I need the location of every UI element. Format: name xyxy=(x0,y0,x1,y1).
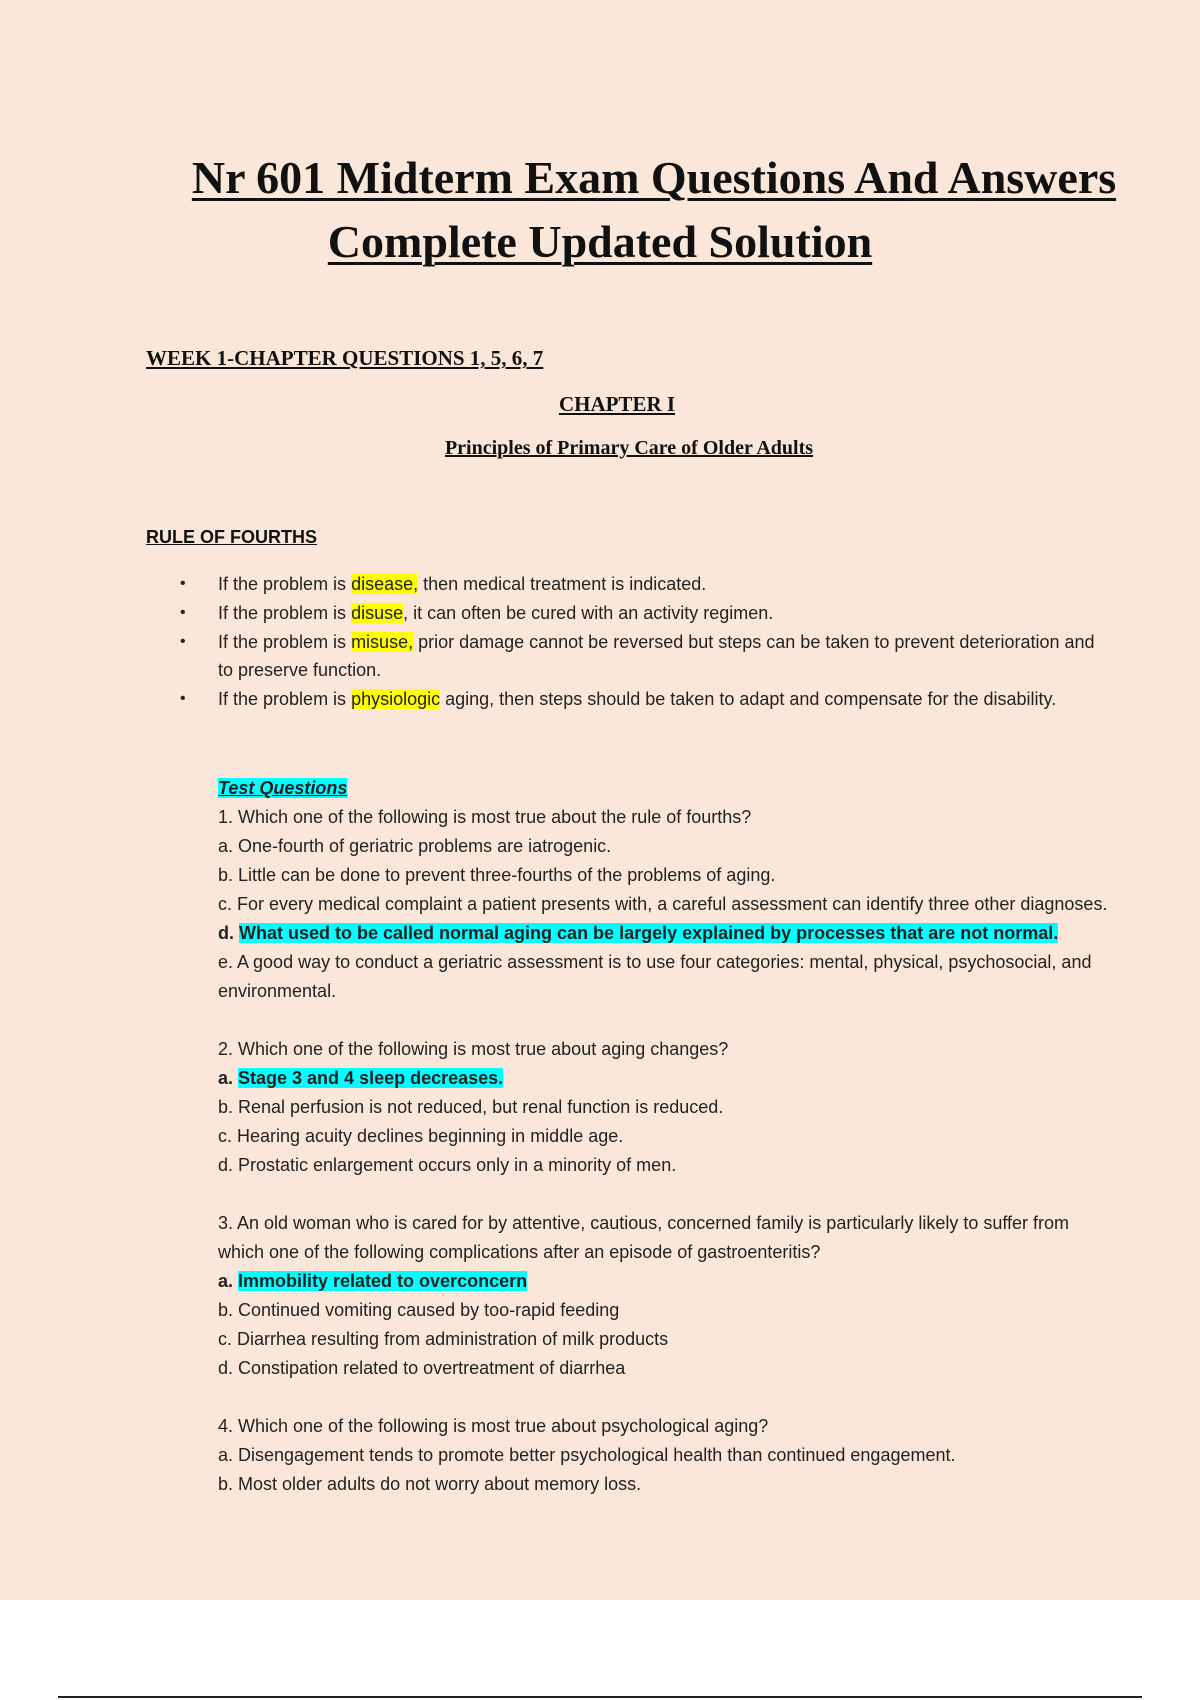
footer-divider xyxy=(58,1696,1142,1698)
rule-item xyxy=(175,628,1095,684)
question-stem: 4. Which one of the following is most true about psychological aging? xyxy=(218,1416,769,1436)
rule-text: prior damage cannot be reversed but steps can be taken to prevent deterioration and to preserve function. xyxy=(218,632,1095,680)
question-2 xyxy=(218,1035,1118,1180)
rule-keyword: disease, xyxy=(351,574,419,594)
title-line-1: Nr 601 Midterm Exam Questions And Answers xyxy=(191,152,1117,203)
correct-answer-text: Stage 3 and 4 sleep decreases. xyxy=(238,1068,504,1088)
correct-answer-option xyxy=(218,1267,1118,1296)
answer-option: d. Constipation related to overtreatment of diarrhea xyxy=(218,1358,626,1378)
answer-option: a. One-fourth of geriatric problems are iatrogenic. xyxy=(218,836,612,856)
question-4 xyxy=(218,1412,1118,1499)
rule-keyword: physiologic xyxy=(351,689,441,709)
question-stem: 2. Which one of the following is most true about aging changes? xyxy=(218,1039,729,1059)
correct-answer-option xyxy=(218,919,1118,948)
chapter-heading: CHAPTER I xyxy=(558,392,676,416)
bullet-icon: • xyxy=(180,633,186,650)
rule-keyword: misuse, xyxy=(351,632,414,652)
rules-list xyxy=(175,570,1095,714)
answer-option: a. Disengagement tends to promote better psychological health than continued engagement. xyxy=(218,1445,956,1465)
answer-option: b. Most older adults do not worry about memory loss. xyxy=(218,1474,642,1494)
bullet-icon: • xyxy=(180,690,186,707)
question-3 xyxy=(218,1209,1118,1383)
rule-text: If the problem is xyxy=(218,574,352,594)
correct-answer-text: What used to be called normal aging can be largely explained by processes that are not normal. xyxy=(239,923,1059,943)
bullet-icon: • xyxy=(180,575,186,592)
answer-prefix: d. xyxy=(218,923,239,943)
answer-option: b. Renal perfusion is not reduced, but renal function is reduced. xyxy=(218,1097,724,1117)
answer-option: c. Hearing acuity declines beginning in middle age. xyxy=(218,1126,624,1146)
answer-option: b. Continued vomiting caused by too-rapid feeding xyxy=(218,1300,620,1320)
answer-option: e. A good way to conduct a geriatric assessment is to use four categories: mental, physical, psychosocial, and environmental. xyxy=(218,952,1092,1001)
answer-option: b. Little can be done to prevent three-fourths of the problems of aging. xyxy=(218,865,776,885)
answer-prefix: a. xyxy=(218,1068,239,1088)
rule-text: If the problem is xyxy=(218,632,352,652)
rule-heading: RULE OF FOURTHS xyxy=(146,527,317,547)
answer-option: c. Diarrhea resulting from administration of milk products xyxy=(218,1329,669,1349)
rule-item xyxy=(175,599,1095,627)
rule-text: If the problem is xyxy=(218,603,352,623)
bullet-icon: • xyxy=(180,604,186,621)
title-line-2: Complete Updated Solution xyxy=(327,216,873,267)
answer-option: c. For every medical complaint a patient presents with, a careful assessment can identify three other diagnoses. xyxy=(218,894,1108,914)
test-questions-heading-text: Test Questions xyxy=(218,778,348,798)
question-stem: 3. An old woman who is cared for by attentive, cautious, concerned family is particularly likely to suffer from which one of the following complications after an episode of gastroenteritis? xyxy=(218,1213,1070,1262)
document-title xyxy=(0,146,1200,274)
chapter-subtitle: Principles of Primary Care of Older Adults xyxy=(444,437,814,459)
question-1 xyxy=(218,803,1118,1006)
correct-answer-text: Immobility related to overconcern xyxy=(238,1271,528,1291)
rule-text: aging, then steps should be taken to adapt and compensate for the disability. xyxy=(440,689,1057,709)
answer-option: d. Prostatic enlargement occurs only in a minority of men. xyxy=(218,1155,677,1175)
rule-keyword: disuse xyxy=(351,603,404,623)
test-questions-heading xyxy=(218,774,1118,803)
answer-prefix: a. xyxy=(218,1271,239,1291)
question-stem: 1. Which one of the following is most true about the rule of fourths? xyxy=(218,807,752,827)
week-heading: WEEK 1-CHAPTER QUESTIONS 1, 5, 6, 7 xyxy=(146,346,544,370)
correct-answer-option xyxy=(218,1064,1118,1093)
rule-text: then medical treatment is indicated. xyxy=(418,574,707,594)
test-questions-section xyxy=(218,774,1118,1528)
rule-text: If the problem is xyxy=(218,689,352,709)
rule-item xyxy=(175,685,1095,713)
rule-item xyxy=(175,570,1095,598)
rule-text: , it can often be cured with an activity regimen. xyxy=(403,603,774,623)
